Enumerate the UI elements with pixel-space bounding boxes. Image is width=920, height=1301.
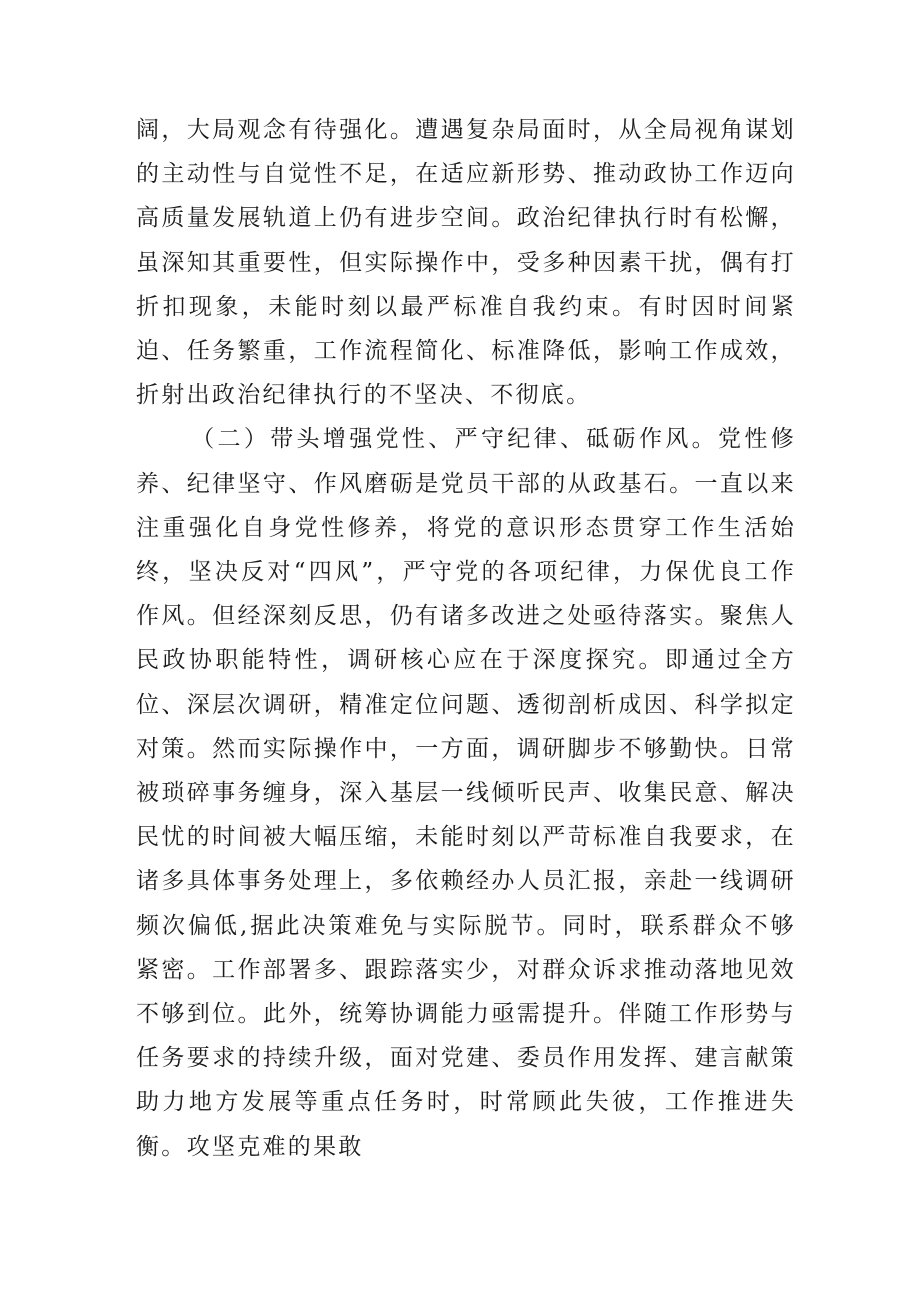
document-body: [136, 108, 796, 1169]
paragraph-continuation: 阔，大局观念有待强化。遭遇复杂局面时，从全局视角谋划的主动性与自觉性不足，在适应新形势、推动政协工作迈向高质量发展轨道上仍有进步空间。政治纪律执行时有松懈，虽深知其重要性，但实际操作中，受多种因素干扰，偶有打折扣现象，未能时刻以最严标准自我约束。有时因时间紧迫、任务繁重，工作流程简化、标准降低，影响工作成效，折射出政治纪律执行的不坚决、不彻底。: [136, 117, 796, 409]
paragraph-section-two: （二）带头增强党性、严守纪律、砥砺作风。党性修养、纪律坚守、作风磨砺是党员干部的从政基石。一直以来注重强化自身党性修养，将党的意识形态贯穿工作生活始终，坚决反对“四风”，严守党的各项纪律，力保优良工作作风。但经深刻反思，仍有诸多改进之处亟待落实。聚焦人民政协职能特性，调研核心应在于深度探究。即通过全方位、深层次调研，精准定位问题、透彻剖析成因、科学拟定对策。然而实际操作中，一方面，调研脚步不够勤快。日常被琐碎事务缠身，深入基层一线倾听民声、收集民意、解决民忧的时间被大幅压缩，未能时刻以严苛标准自我要求，在诸多具体事务处理上，多依赖经办人员汇报，亲赴一线调研频次偏低,据此决策难免与实际脱节。同时，联系群众不够紧密。工作部署多、跟踪落实少，对群众诉求推动落地见效不够到位。此外，统筹协调能力亟需提升。伴随工作形势与任务要求的持续升级，面对党建、委员作用发挥、建言献策助力地方发展等重点任务时，时常顾此失彼，工作推进失衡。攻坚克难的果敢: [136, 426, 796, 1160]
